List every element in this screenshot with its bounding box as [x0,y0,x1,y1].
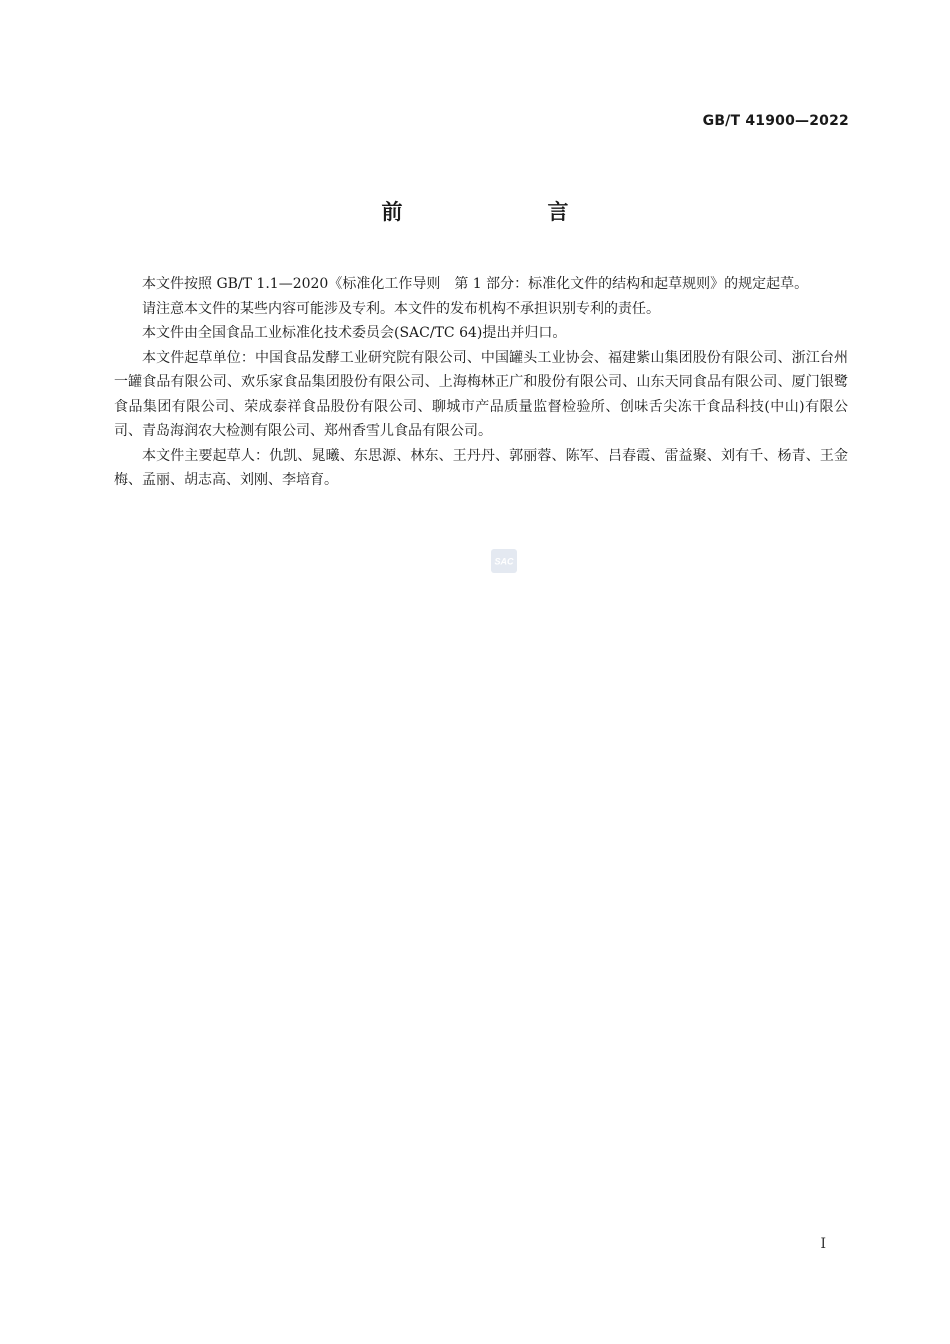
sac-logo-icon [493,555,515,567]
paragraph-drafting-units: 本文件起草单位：中国食品发酵工业研究院有限公司、中国罐头工业协会、福建紫山集团股份有限公司、浙江台州一罐食品有限公司、欢乐家食品集团股份有限公司、上海梅林正广和股份有限公司、山东天同食品有限公司、厦门银鹭食品集团有限公司、荣成泰祥食品股份有限公司、聊城市产品质量监督检验所、创味舌尖冻干食品科技(中山)有限公司、青岛海润农大检测有限公司、郑州香雪儿食品有限公司。 [114,349,848,439]
page-title: 前 言 [381,200,631,224]
paragraph-patent-notice: 请注意本文件的某些内容可能涉及专利。本文件的发布机构不承担识别专利的责任。 [142,300,660,317]
sac-watermark-logo [491,549,517,573]
svg-text:SAC: SAC [494,556,514,567]
paragraph-drafters: 本文件主要起草人：仇凯、晁曦、东思源、林东、王丹丹、郭丽蓉、陈军、吕春霞、雷益聚、刘有千、杨青、王金梅、孟丽、胡志高、刘刚、李培育。 [114,447,848,488]
page-number: I [820,1236,826,1252]
paragraph-proposer: 本文件由全国食品工业标准化技术委员会(SAC/TC 64)提出并归口。 [142,325,567,341]
foreword-body [114,272,848,493]
paragraph-drafting-rules: 本文件按照 GB/T 1.1—2020《标准化工作导则 第 1 部分：标准化文件的结构和起草规则》的规定起草。 [142,276,809,292]
standard-code: GB/T 41900—2022 [702,113,849,129]
